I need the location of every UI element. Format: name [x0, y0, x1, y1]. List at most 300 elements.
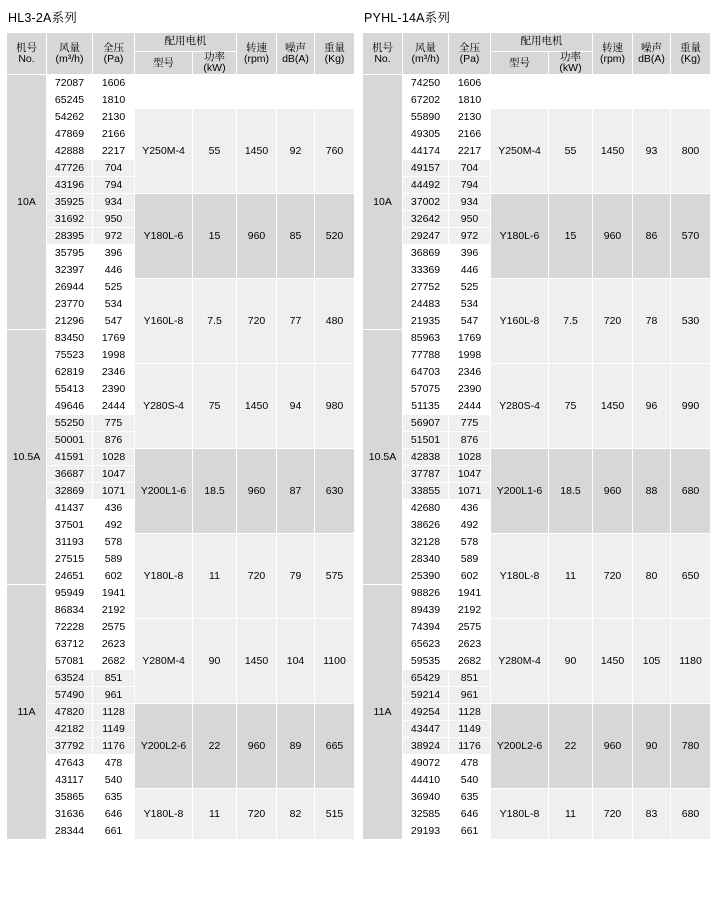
cell-pressure: 2575	[449, 619, 491, 636]
cell-pressure: 2390	[93, 381, 135, 398]
cell-airflow: 28395	[47, 228, 93, 245]
col-header-motor-power: 功率(kW)	[193, 52, 237, 75]
cell-pressure: 1176	[449, 738, 491, 755]
cell-motor-type: Y180L-6	[491, 194, 549, 279]
cell-airflow: 27752	[403, 279, 449, 296]
cell-pressure: 589	[449, 551, 491, 568]
cell-motor-power: 15	[193, 194, 237, 279]
cell-airflow: 65245	[47, 92, 93, 109]
cell-pressure: 2346	[93, 364, 135, 381]
cell-pressure: 961	[93, 687, 135, 704]
cell-airflow: 36869	[403, 245, 449, 262]
cell-weight: 480	[315, 279, 355, 364]
cell-airflow: 32642	[403, 211, 449, 228]
cell-speed: 720	[593, 279, 633, 364]
cell-pressure: 635	[449, 789, 491, 806]
cell-airflow: 32128	[403, 534, 449, 551]
cell-pressure: 1769	[93, 330, 135, 347]
cell-pressure: 1028	[93, 449, 135, 466]
cell-noise: 78	[633, 279, 671, 364]
cell-airflow: 25390	[403, 568, 449, 585]
table-row	[363, 75, 711, 92]
cell-pressure: 1998	[449, 347, 491, 364]
cell-pressure: 446	[93, 262, 135, 279]
cell-speed: 1450	[237, 619, 277, 704]
cell-pressure: 2130	[449, 109, 491, 126]
cell-pressure: 775	[93, 415, 135, 432]
table-row	[363, 364, 711, 381]
cell-pressure: 794	[449, 177, 491, 194]
cell-noise: 86	[633, 194, 671, 279]
col-header-pressure: 全压 (Pa)	[449, 33, 491, 75]
table-row	[7, 364, 355, 381]
cell-airflow: 59214	[403, 687, 449, 704]
cell-pressure: 492	[449, 517, 491, 534]
cell-airflow: 33855	[403, 483, 449, 500]
cell-motor-type: Y160L-8	[491, 279, 549, 364]
cell-airflow: 77788	[403, 347, 449, 364]
cell-pressure: 525	[449, 279, 491, 296]
cell-speed: 960	[237, 704, 277, 789]
cell-airflow: 72087	[47, 75, 93, 92]
cell-airflow: 62819	[47, 364, 93, 381]
cell-airflow: 42680	[403, 500, 449, 517]
cell-noise: 89	[277, 704, 315, 789]
col-header-motor-type: 型号	[491, 52, 549, 75]
cell-pressure: 1606	[449, 75, 491, 92]
cell-pressure: 2682	[449, 653, 491, 670]
cell-airflow: 59535	[403, 653, 449, 670]
cell-airflow: 44174	[403, 143, 449, 160]
cell-pressure: 2444	[93, 398, 135, 415]
cell-pressure: 589	[93, 551, 135, 568]
cell-airflow: 37501	[47, 517, 93, 534]
cell-airflow: 55250	[47, 415, 93, 432]
cell-speed: 1450	[237, 364, 277, 449]
cell-airflow: 35795	[47, 245, 93, 262]
cell-airflow: 47869	[47, 126, 93, 143]
cell-airflow: 56907	[403, 415, 449, 432]
cell-airflow: 54262	[47, 109, 93, 126]
cell-airflow: 35865	[47, 789, 93, 806]
table-caption: PYHL-14A系列	[364, 11, 451, 25]
cell-airflow: 24483	[403, 296, 449, 313]
cell-noise: 79	[277, 534, 315, 619]
cell-airflow: 47726	[47, 160, 93, 177]
cell-noise: 90	[633, 704, 671, 789]
cell-pressure: 972	[93, 228, 135, 245]
cell-pressure: 2217	[449, 143, 491, 160]
cell-pressure: 635	[93, 789, 135, 806]
cell-motor-power: 11	[549, 534, 593, 619]
table-row	[363, 619, 711, 636]
cell-motor-type: Y280M-4	[135, 619, 193, 704]
cell-airflow: 72228	[47, 619, 93, 636]
cell-speed: 1450	[593, 109, 633, 194]
cell-noise: 88	[633, 449, 671, 534]
cell-pressure: 396	[449, 245, 491, 262]
cell-airflow: 57490	[47, 687, 93, 704]
cell-pressure: 436	[93, 500, 135, 517]
cell-pressure: 950	[449, 211, 491, 228]
cell-pressure: 1071	[449, 483, 491, 500]
cell-pressure: 961	[449, 687, 491, 704]
table-row	[7, 92, 355, 109]
cell-pressure: 2192	[93, 602, 135, 619]
cell-airflow: 75523	[47, 347, 93, 364]
cell-pressure: 2444	[449, 398, 491, 415]
cell-airflow: 21296	[47, 313, 93, 330]
cell-pressure: 1810	[93, 92, 135, 109]
cell-airflow: 63712	[47, 636, 93, 653]
cell-noise: 80	[633, 534, 671, 619]
cell-speed: 1450	[593, 364, 633, 449]
cell-pressure: 534	[93, 296, 135, 313]
cell-pressure: 578	[93, 534, 135, 551]
cell-motor-type: Y180L-8	[135, 534, 193, 619]
cell-airflow: 65429	[403, 670, 449, 687]
cell-pressure: 446	[449, 262, 491, 279]
cell-airflow: 37787	[403, 466, 449, 483]
cell-airflow: 35925	[47, 194, 93, 211]
cell-pressure: 876	[93, 432, 135, 449]
cell-motor-type: Y180L-8	[491, 789, 549, 840]
cell-pressure: 1149	[449, 721, 491, 738]
cell-pressure: 2390	[449, 381, 491, 398]
cell-pressure: 2346	[449, 364, 491, 381]
cell-weight: 575	[315, 534, 355, 619]
cell-pressure: 794	[93, 177, 135, 194]
cell-pressure: 972	[449, 228, 491, 245]
cell-airflow: 33369	[403, 262, 449, 279]
cell-pressure: 396	[93, 245, 135, 262]
col-header-motor-group: 配用电机	[491, 33, 593, 52]
cell-airflow: 27515	[47, 551, 93, 568]
cell-pressure: 547	[449, 313, 491, 330]
table-container-right	[362, 8, 710, 921]
cell-pressure: 661	[449, 823, 491, 840]
cell-pressure: 876	[449, 432, 491, 449]
cell-motor-type: Y160L-8	[135, 279, 193, 364]
col-header-noise: 噪声 dB(A)	[633, 33, 671, 75]
cell-pressure: 602	[93, 568, 135, 585]
cell-airflow: 95949	[47, 585, 93, 602]
cell-pressure: 1028	[449, 449, 491, 466]
col-header-motor-type: 型号	[135, 52, 193, 75]
table-row	[7, 449, 355, 466]
cell-motor-power: 15	[549, 194, 593, 279]
cell-motor-type: Y280S-4	[491, 364, 549, 449]
cell-pressure: 704	[449, 160, 491, 177]
cell-noise: 83	[633, 789, 671, 840]
cell-pressure: 704	[93, 160, 135, 177]
cell-airflow: 89439	[403, 602, 449, 619]
cell-airflow: 49072	[403, 755, 449, 772]
cell-pressure: 540	[93, 772, 135, 789]
cell-pressure: 540	[449, 772, 491, 789]
table-header-row	[7, 33, 355, 52]
cell-airflow: 98826	[403, 585, 449, 602]
cell-airflow: 31193	[47, 534, 93, 551]
cell-pressure: 1176	[93, 738, 135, 755]
cell-airflow: 31636	[47, 806, 93, 823]
col-header-noise: 噪声 dB(A)	[277, 33, 315, 75]
cell-pressure: 1047	[93, 466, 135, 483]
cell-weight: 800	[671, 109, 711, 194]
cell-speed: 960	[237, 194, 277, 279]
cell-airflow: 51501	[403, 432, 449, 449]
cell-pressure: 950	[93, 211, 135, 228]
cell-airflow: 65623	[403, 636, 449, 653]
cell-pressure: 851	[93, 670, 135, 687]
cell-pressure: 851	[449, 670, 491, 687]
cell-airflow: 31692	[47, 211, 93, 228]
cell-airflow: 32585	[403, 806, 449, 823]
cell-pressure: 2166	[449, 126, 491, 143]
cell-pressure: 646	[93, 806, 135, 823]
cell-motor-power: 55	[193, 109, 237, 194]
table-container-left	[6, 8, 354, 921]
table-row	[363, 704, 711, 721]
cell-motor-type: Y250M-4	[491, 109, 549, 194]
cell-pressure: 1769	[449, 330, 491, 347]
cell-airflow: 63524	[47, 670, 93, 687]
cell-motor-type: Y200L2-6	[135, 704, 193, 789]
table-row	[7, 109, 355, 126]
table-row	[363, 789, 711, 806]
table-row	[7, 619, 355, 636]
cell-motor-type: Y180L-8	[135, 789, 193, 840]
cell-weight: 680	[671, 449, 711, 534]
table-row	[7, 704, 355, 721]
cell-noise: 77	[277, 279, 315, 364]
cell-airflow: 23770	[47, 296, 93, 313]
cell-airflow: 57075	[403, 381, 449, 398]
cell-noise: 87	[277, 449, 315, 534]
table-row	[7, 75, 355, 92]
cell-noise: 94	[277, 364, 315, 449]
cell-pressure: 525	[93, 279, 135, 296]
cell-motor-power: 11	[549, 789, 593, 840]
cell-airflow: 36940	[403, 789, 449, 806]
cell-pressure: 547	[93, 313, 135, 330]
cell-motor-power: 90	[193, 619, 237, 704]
cell-speed: 1450	[593, 619, 633, 704]
cell-noise: 93	[633, 109, 671, 194]
cell-airflow: 26944	[47, 279, 93, 296]
cell-motor-power: 7.5	[193, 279, 237, 364]
cell-pressure: 602	[449, 568, 491, 585]
table-row	[7, 194, 355, 211]
cell-speed: 720	[593, 534, 633, 619]
cell-noise: 82	[277, 789, 315, 840]
col-header-speed: 转速 (rpm)	[593, 33, 633, 75]
cell-pressure: 1941	[93, 585, 135, 602]
cell-motor-type: Y200L2-6	[491, 704, 549, 789]
cell-airflow: 24651	[47, 568, 93, 585]
cell-airflow: 83450	[47, 330, 93, 347]
cell-airflow: 50001	[47, 432, 93, 449]
cell-motor-power: 75	[549, 364, 593, 449]
cell-weight: 570	[671, 194, 711, 279]
col-header-motor-power: 功率(kW)	[549, 52, 593, 75]
cell-noise: 96	[633, 364, 671, 449]
cell-airflow: 41437	[47, 500, 93, 517]
cell-noise: 104	[277, 619, 315, 704]
cell-pressure: 934	[449, 194, 491, 211]
cell-pressure: 661	[93, 823, 135, 840]
cell-motor-type: Y200L1-6	[491, 449, 549, 534]
col-header-model: 机号 No.	[363, 33, 403, 75]
cell-airflow: 43196	[47, 177, 93, 194]
table-header-row	[363, 33, 711, 52]
cell-model: 10.5A	[7, 330, 47, 585]
cell-speed: 1450	[237, 109, 277, 194]
cell-motor-power: 55	[549, 109, 593, 194]
cell-speed: 960	[593, 704, 633, 789]
cell-airflow: 64703	[403, 364, 449, 381]
cell-weight: 515	[315, 789, 355, 840]
cell-speed: 960	[593, 449, 633, 534]
cell-pressure: 2130	[93, 109, 135, 126]
cell-pressure: 478	[449, 755, 491, 772]
cell-pressure: 478	[93, 755, 135, 772]
cell-weight: 520	[315, 194, 355, 279]
cell-pressure: 775	[449, 415, 491, 432]
cell-airflow: 28340	[403, 551, 449, 568]
cell-airflow: 38924	[403, 738, 449, 755]
cell-motor-type: Y180L-8	[491, 534, 549, 619]
table-caption: HL3-2A系列	[8, 11, 77, 25]
cell-airflow: 49157	[403, 160, 449, 177]
cell-motor-type: Y280M-4	[491, 619, 549, 704]
cell-airflow: 85963	[403, 330, 449, 347]
cell-airflow: 86834	[47, 602, 93, 619]
table-row	[363, 194, 711, 211]
cell-weight: 630	[315, 449, 355, 534]
cell-pressure: 646	[449, 806, 491, 823]
cell-model: 10.5A	[363, 330, 403, 585]
cell-motor-power: 22	[549, 704, 593, 789]
cell-airflow: 74394	[403, 619, 449, 636]
cell-pressure: 1149	[93, 721, 135, 738]
cell-weight: 1100	[315, 619, 355, 704]
cell-noise: 105	[633, 619, 671, 704]
col-header-speed: 转速 (rpm)	[237, 33, 277, 75]
cell-airflow: 41591	[47, 449, 93, 466]
cell-weight: 665	[315, 704, 355, 789]
cell-pressure: 2192	[449, 602, 491, 619]
cell-motor-type: Y280S-4	[135, 364, 193, 449]
cell-pressure: 1941	[449, 585, 491, 602]
cell-airflow: 37002	[403, 194, 449, 211]
cell-airflow: 37792	[47, 738, 93, 755]
cell-pressure: 1128	[93, 704, 135, 721]
cell-airflow: 21935	[403, 313, 449, 330]
cell-model: 10A	[363, 75, 403, 330]
table-row	[7, 789, 355, 806]
col-header-pressure: 全压 (Pa)	[93, 33, 135, 75]
cell-speed: 720	[237, 279, 277, 364]
cell-airflow: 47820	[47, 704, 93, 721]
cell-airflow: 55890	[403, 109, 449, 126]
cell-weight: 1180	[671, 619, 711, 704]
table-row	[7, 534, 355, 551]
cell-pressure: 2623	[93, 636, 135, 653]
cell-motor-power: 18.5	[549, 449, 593, 534]
cell-speed: 720	[237, 534, 277, 619]
cell-pressure: 1998	[93, 347, 135, 364]
cell-motor-power: 22	[193, 704, 237, 789]
cell-motor-type: Y200L1-6	[135, 449, 193, 534]
cell-pressure: 2217	[93, 143, 135, 160]
cell-motor-power: 90	[549, 619, 593, 704]
cell-speed: 720	[237, 789, 277, 840]
cell-motor-power: 7.5	[549, 279, 593, 364]
cell-airflow: 32397	[47, 262, 93, 279]
cell-model: 11A	[7, 585, 47, 840]
cell-airflow: 49305	[403, 126, 449, 143]
table-row	[363, 534, 711, 551]
table-row	[7, 279, 355, 296]
cell-weight: 680	[671, 789, 711, 840]
table-row	[363, 449, 711, 466]
cell-airflow: 43117	[47, 772, 93, 789]
cell-airflow: 38626	[403, 517, 449, 534]
cell-pressure: 2623	[449, 636, 491, 653]
cell-airflow: 74250	[403, 75, 449, 92]
col-header-weight: 重量 (Kg)	[671, 33, 711, 75]
cell-airflow: 49646	[47, 398, 93, 415]
cell-speed: 720	[593, 789, 633, 840]
cell-airflow: 29247	[403, 228, 449, 245]
cell-airflow: 49254	[403, 704, 449, 721]
cell-pressure: 2166	[93, 126, 135, 143]
cell-pressure: 578	[449, 534, 491, 551]
cell-airflow: 36687	[47, 466, 93, 483]
cell-airflow: 47643	[47, 755, 93, 772]
cell-airflow: 43447	[403, 721, 449, 738]
cell-pressure: 1047	[449, 466, 491, 483]
cell-airflow: 55413	[47, 381, 93, 398]
cell-weight: 980	[315, 364, 355, 449]
cell-weight: 530	[671, 279, 711, 364]
cell-airflow: 57081	[47, 653, 93, 670]
col-header-airflow: 风量 (m³/h)	[403, 33, 449, 75]
cell-pressure: 1606	[93, 75, 135, 92]
cell-airflow: 42182	[47, 721, 93, 738]
fan-spec-table	[6, 32, 355, 840]
cell-motor-power: 75	[193, 364, 237, 449]
cell-model: 10A	[7, 75, 47, 330]
cell-motor-type: Y250M-4	[135, 109, 193, 194]
cell-airflow: 42838	[403, 449, 449, 466]
cell-weight: 650	[671, 534, 711, 619]
cell-airflow: 44492	[403, 177, 449, 194]
cell-weight: 780	[671, 704, 711, 789]
cell-airflow: 32869	[47, 483, 93, 500]
cell-speed: 960	[237, 449, 277, 534]
cell-airflow: 51135	[403, 398, 449, 415]
cell-noise: 92	[277, 109, 315, 194]
table-row	[363, 279, 711, 296]
cell-airflow: 42888	[47, 143, 93, 160]
cell-motor-power: 11	[193, 789, 237, 840]
cell-pressure: 436	[449, 500, 491, 517]
cell-airflow: 28344	[47, 823, 93, 840]
cell-weight: 990	[671, 364, 711, 449]
cell-airflow: 67202	[403, 92, 449, 109]
